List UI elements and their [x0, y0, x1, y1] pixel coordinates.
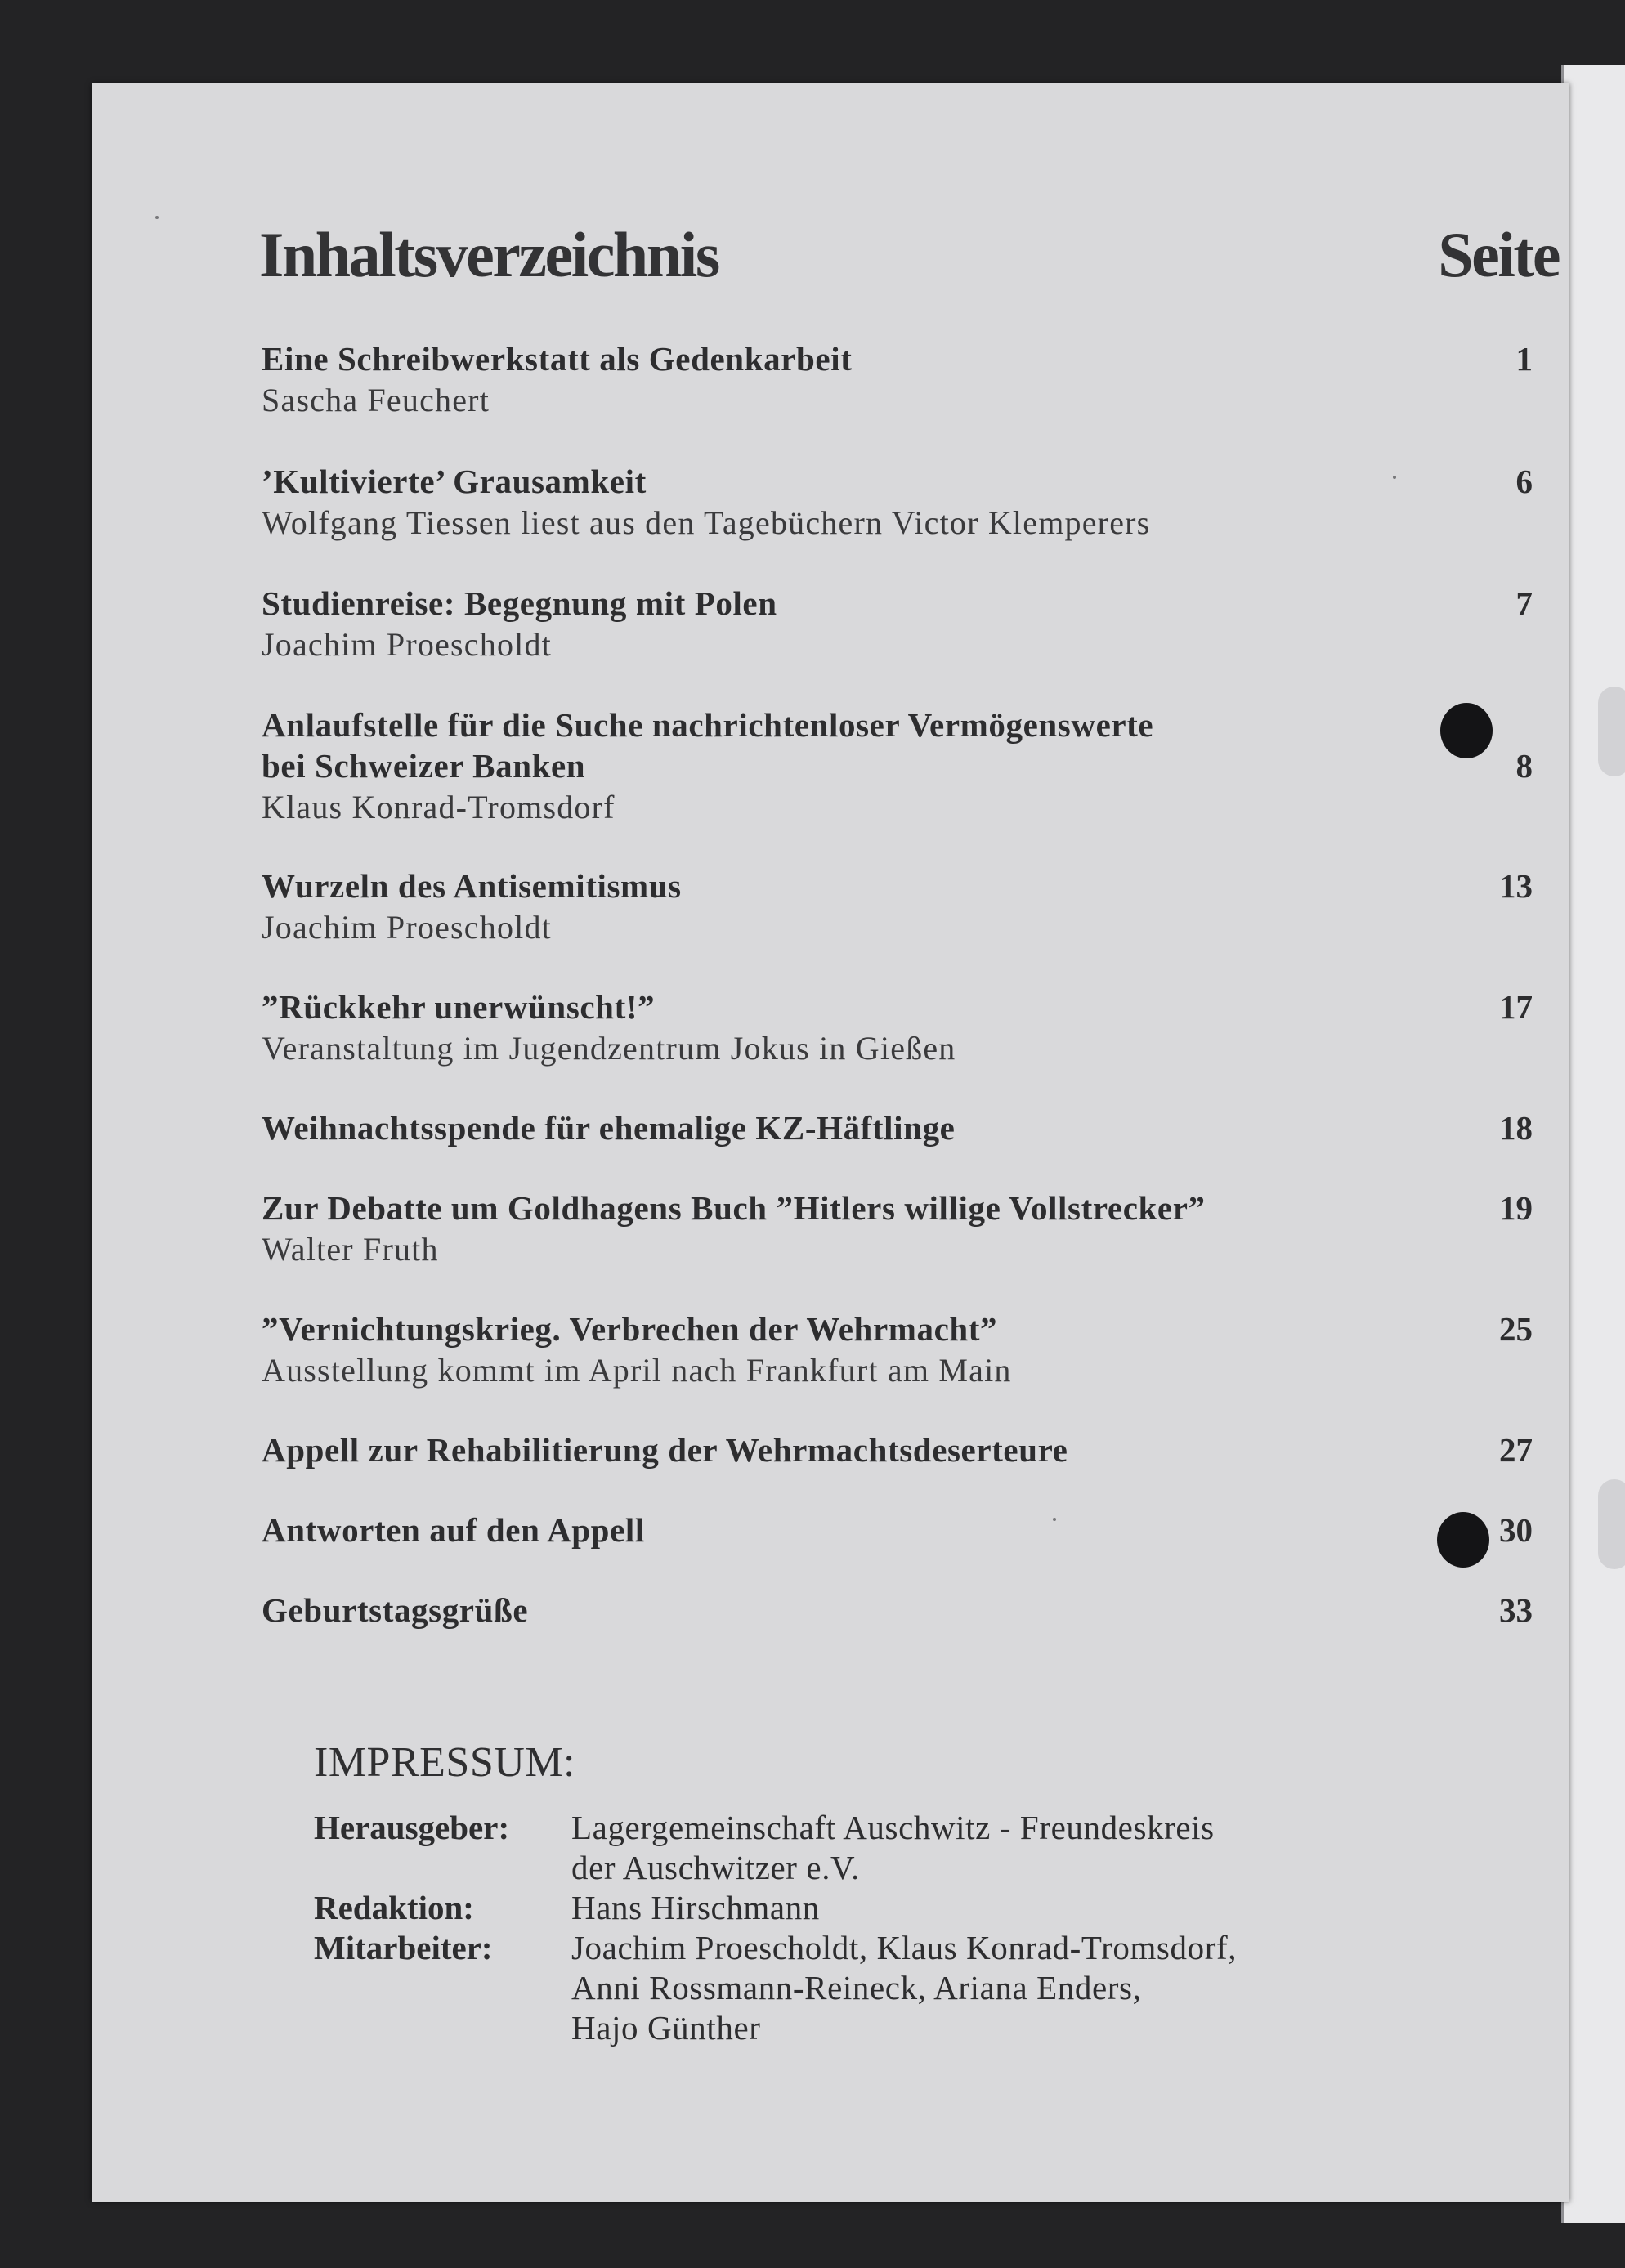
toc-entry-page: 13 — [1499, 867, 1533, 905]
impressum-label: Redaktion: — [314, 1889, 474, 1926]
toc-entry[interactable] — [262, 866, 1537, 949]
toc-entry-page: 27 — [1499, 1431, 1533, 1469]
toc-entry-title: ”Rückkehr unerwünscht!” — [262, 988, 656, 1026]
impressum-value: Joachim Proescholdt, Klaus Konrad-Tromsdorf, — [571, 1929, 1238, 1966]
toc-entry[interactable] — [262, 338, 1537, 422]
toc-entry-author: Joachim Proescholdt — [262, 626, 552, 663]
toc-entry-title: Studienreise: Begegnung mit Polen — [262, 584, 777, 622]
paper-speck — [155, 216, 159, 219]
punch-hole — [1440, 703, 1493, 758]
toc-entry-author: Walter Fruth — [262, 1231, 439, 1268]
impressum-value: Hans Hirschmann — [571, 1889, 820, 1926]
next-sheet-edge — [1561, 65, 1625, 2223]
toc-entry-page: 8 — [1515, 747, 1533, 785]
toc-entry[interactable] — [262, 1188, 1537, 1271]
toc-entry-title: Appell zur Rehabilitierung der Wehrmachtsdeserteure — [262, 1431, 1068, 1469]
toc-entry-page: 19 — [1499, 1189, 1533, 1227]
toc-entry-title: ”Vernichtungskrieg. Verbrechen der Wehrmacht” — [262, 1310, 998, 1348]
toc-entry-page: 33 — [1499, 1591, 1533, 1629]
page-title: Inhaltsverzeichnis — [259, 219, 718, 290]
toc-entry-title-continued: bei Schweizer Banken — [262, 747, 586, 785]
toc-entry-title: Anlaufstelle für die Suche nachrichtenloser Vermögenswerte — [262, 706, 1154, 744]
toc-entry-title: Antworten auf den Appell — [262, 1511, 645, 1549]
toc-entry-page: 30 — [1499, 1511, 1533, 1549]
toc-entry-author: Ausstellung kommt im April nach Frankfurt am Main — [262, 1352, 1012, 1389]
toc-entry[interactable] — [262, 1590, 1537, 1631]
next-sheet-punch-hole — [1598, 687, 1625, 776]
toc-entry[interactable] — [262, 1308, 1537, 1392]
impressum-value: Hajo Günther — [571, 2009, 761, 2047]
page-column-label: Seite — [1438, 219, 1559, 290]
toc-entry[interactable] — [262, 1429, 1537, 1470]
paper-speck — [1053, 1518, 1056, 1521]
toc-entry-title: Zur Debatte um Goldhagens Buch ”Hitlers willige Vollstrecker” — [262, 1189, 1206, 1227]
toc-entry[interactable] — [262, 461, 1537, 544]
toc-entry-author: Sascha Feuchert — [262, 382, 490, 418]
paper-speck — [1393, 476, 1396, 479]
toc-entry-page: 18 — [1499, 1109, 1533, 1147]
toc-entry-title: ’Kultivierte’ Grausamkeit — [262, 463, 647, 500]
punch-hole — [1437, 1512, 1489, 1568]
toc-entry-title: Eine Schreibwerkstatt als Gedenkarbeit — [262, 340, 853, 378]
toc-entry-author: Veranstaltung im Jugendzentrum Jokus in Gießen — [262, 1030, 956, 1067]
toc-entry-author: Klaus Konrad-Tromsdorf — [262, 789, 616, 825]
impressum-value: Lagergemeinschaft Auschwitz - Freundeskreis — [571, 1809, 1215, 1846]
next-sheet-punch-hole — [1598, 1479, 1625, 1569]
impressum-value: Anni Rossmann-Reineck, Ariana Enders, — [571, 1969, 1142, 2006]
toc-entry[interactable] — [262, 1510, 1537, 1550]
toc-entry[interactable] — [262, 986, 1537, 1070]
impressum-value: der Auschwitzer e.V. — [571, 1849, 860, 1886]
toc-entry-page: 25 — [1499, 1310, 1533, 1348]
toc-entry-title: Geburtstagsgrüße — [262, 1591, 529, 1629]
toc-entry-page: 6 — [1515, 463, 1533, 500]
toc-entry[interactable] — [262, 1107, 1537, 1148]
toc-entry-title: Wurzeln des Antisemitismus — [262, 867, 682, 905]
toc-entry-author: Joachim Proescholdt — [262, 909, 552, 946]
impressum-label: Herausgeber: — [314, 1809, 510, 1846]
impressum-heading: IMPRESSUM: — [314, 1739, 575, 1786]
toc-entry[interactable] — [262, 705, 1537, 829]
toc-entry[interactable] — [262, 583, 1537, 666]
document-page — [92, 83, 1569, 2202]
toc-entry-page: 7 — [1515, 584, 1533, 622]
toc-entry-page: 1 — [1515, 340, 1533, 378]
toc-entry-author: Wolfgang Tiessen liest aus den Tagebüchern Victor Klemperers — [262, 504, 1151, 541]
toc-entry-page: 17 — [1499, 988, 1533, 1026]
impressum-label: Mitarbeiter: — [314, 1929, 493, 1966]
toc-entry-title: Weihnachtsspende für ehemalige KZ-Häftlinge — [262, 1109, 956, 1147]
